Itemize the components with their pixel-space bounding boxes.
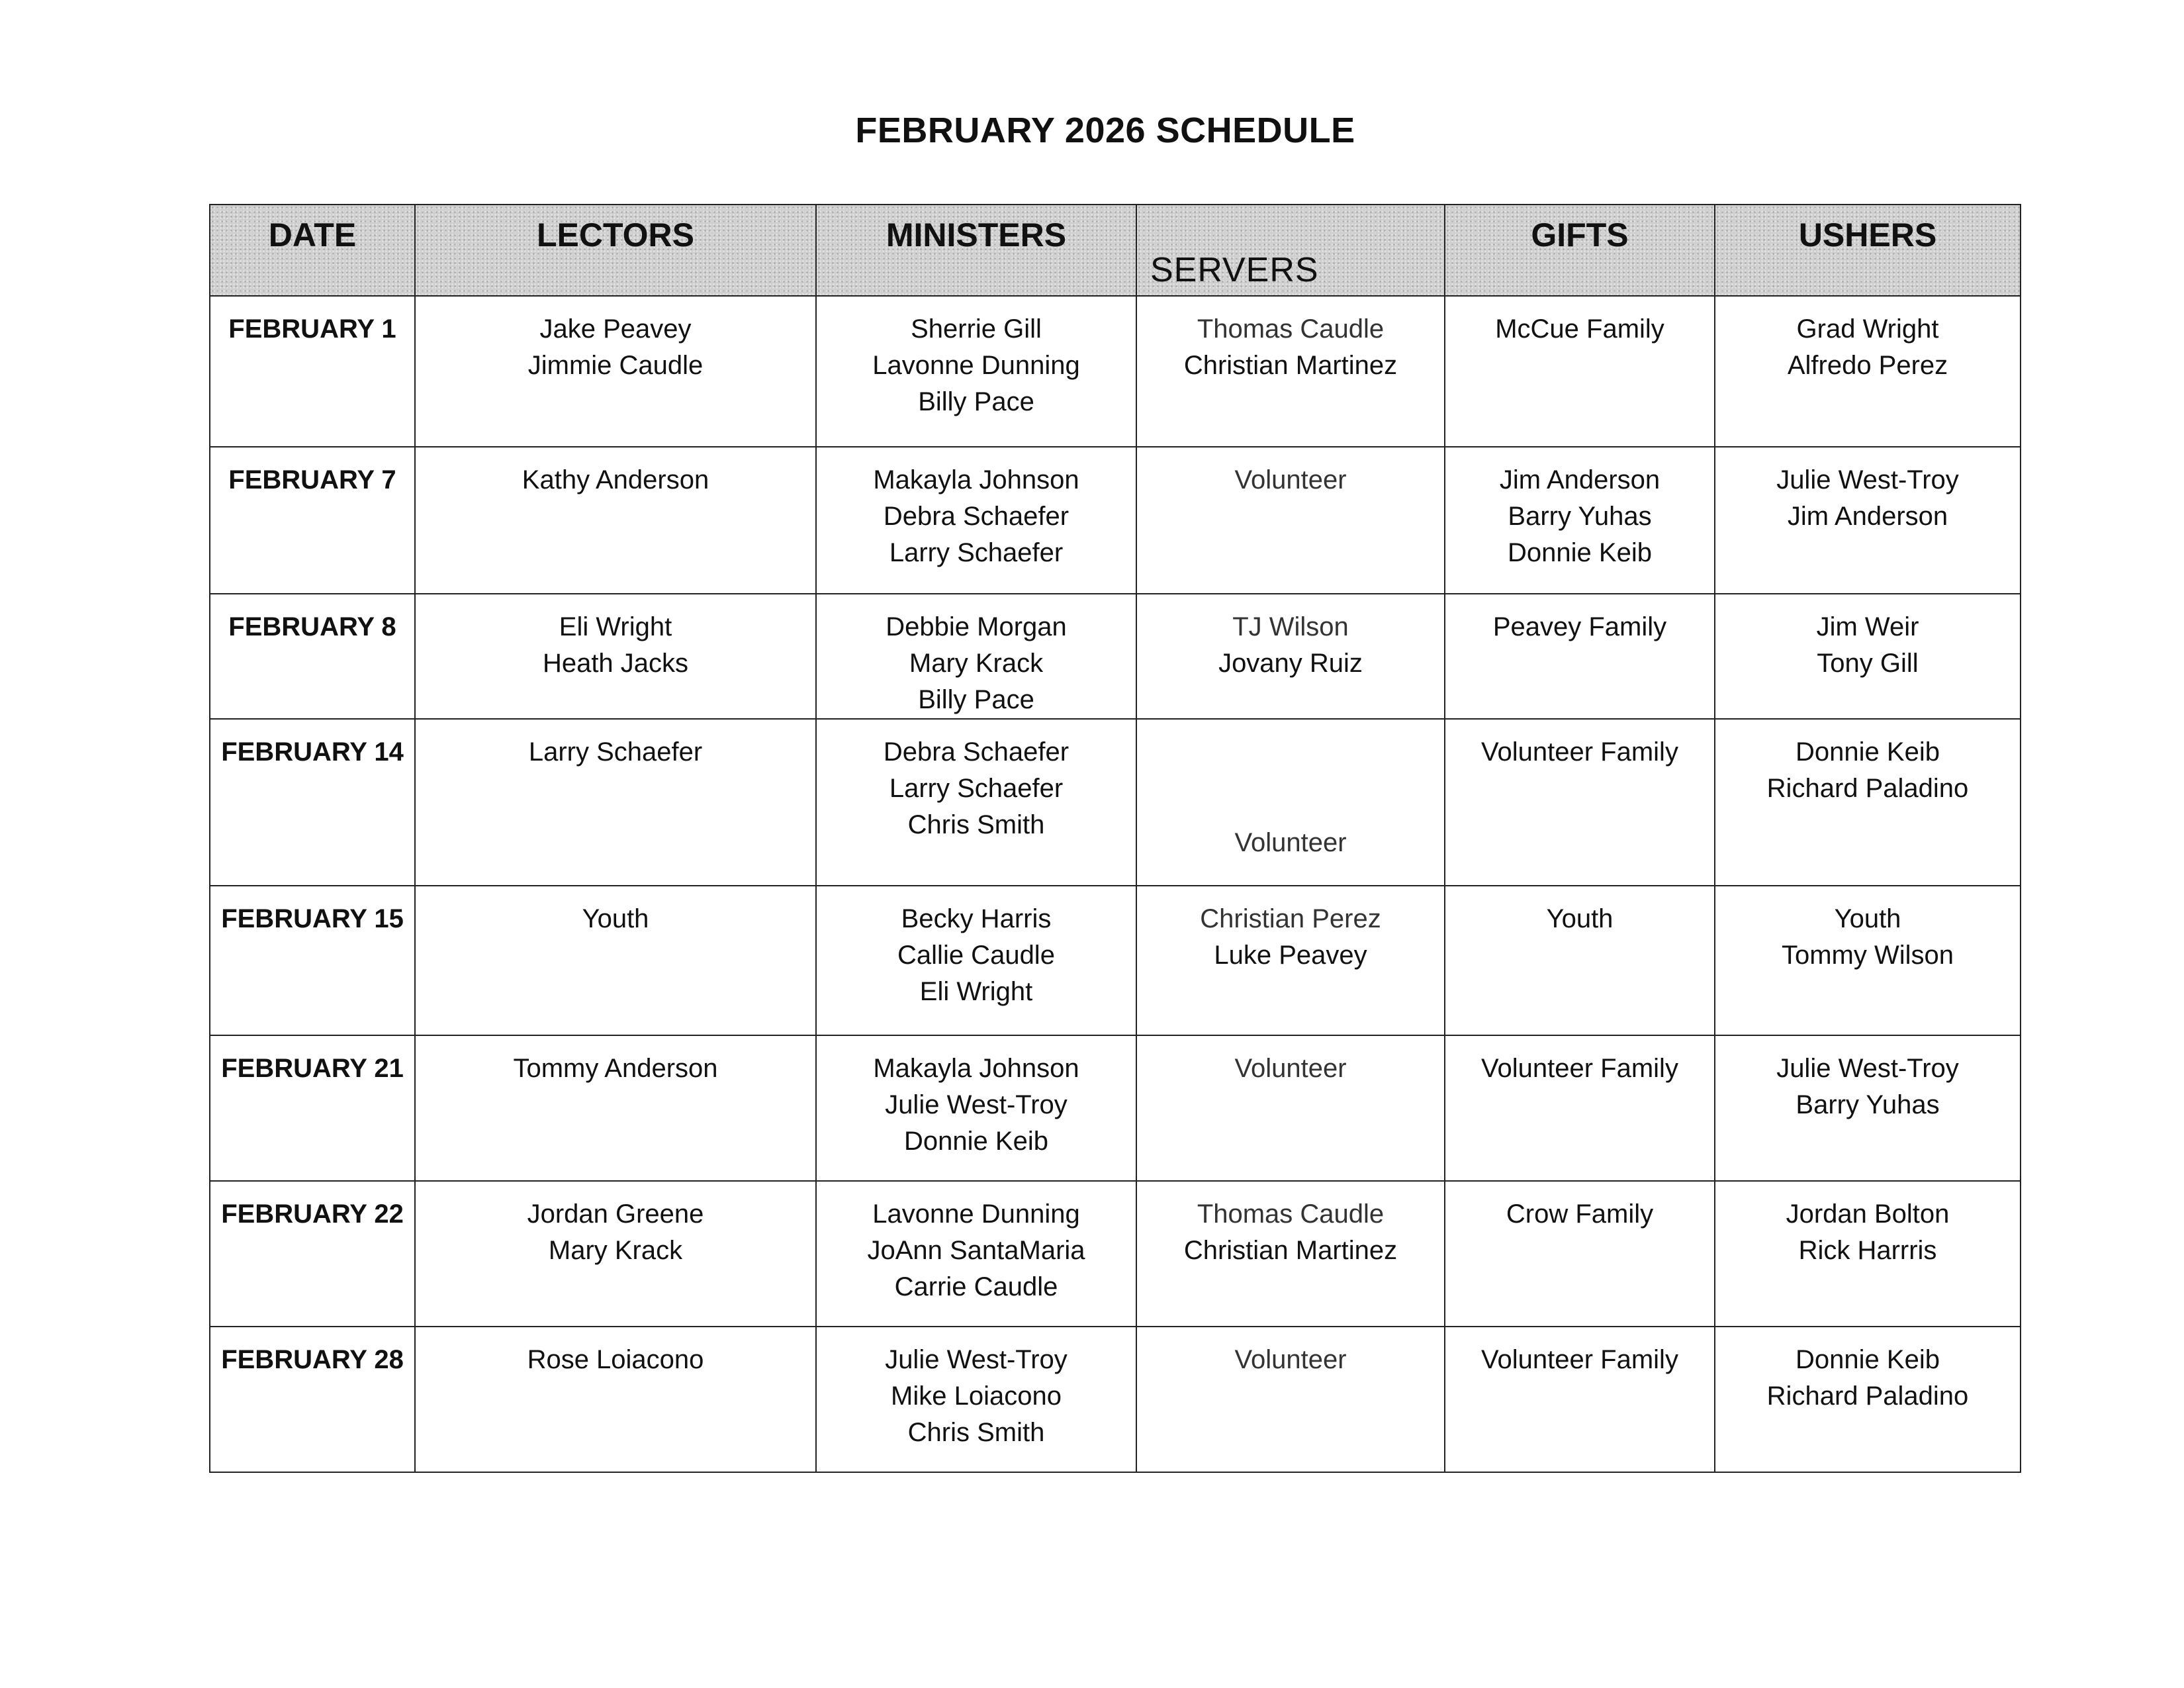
- ministers-name: Lavonne Dunning: [872, 1199, 1080, 1229]
- ministers-cell: [816, 1181, 1136, 1327]
- ushers-name: Tony Gill: [1817, 649, 1919, 678]
- ministers-cell: [816, 886, 1136, 1035]
- ministers-cell: [816, 719, 1136, 886]
- ministers-name: Makayla Johnson: [873, 465, 1079, 494]
- servers-name: Jovany Ruiz: [1218, 649, 1363, 678]
- gifts-cell: [1445, 594, 1715, 719]
- gifts-cell: [1445, 1181, 1715, 1327]
- header-gifts: GIFTS: [1445, 205, 1715, 296]
- servers-name: Christian Perez: [1200, 904, 1381, 933]
- schedule-row: [210, 594, 2021, 719]
- gifts-name: Donnie Keib: [1508, 538, 1652, 567]
- schedule-table: [209, 204, 2021, 1473]
- servers-name: Thomas Caudle: [1197, 314, 1385, 344]
- date-cell: FEBRUARY 28: [210, 1327, 415, 1472]
- ushers-name: Jim Weir: [1816, 612, 1919, 641]
- lectors-name: Mary Krack: [548, 1236, 683, 1265]
- lectors-name: Heath Jacks: [542, 649, 689, 678]
- ministers-name: Chris Smith: [907, 1418, 1045, 1447]
- servers-cell: [1136, 719, 1445, 886]
- ministers-name: Larry Schaefer: [889, 774, 1064, 803]
- ushers-cell: [1715, 296, 2021, 447]
- schedule-body: [210, 296, 2021, 1472]
- ushers-name: Richard Paladino: [1766, 774, 1969, 803]
- ministers-name: Mary Krack: [909, 649, 1044, 678]
- lectors-name: Jordan Greene: [527, 1199, 704, 1229]
- servers-cell: [1136, 886, 1445, 1035]
- header-lectors: LECTORS: [415, 205, 816, 296]
- lectors-name: Eli Wright: [559, 612, 672, 641]
- lectors-name: Larry Schaefer: [528, 737, 703, 767]
- lectors-cell: [415, 447, 816, 594]
- ushers-name: Rick Harrris: [1798, 1236, 1937, 1265]
- gifts-cell: [1445, 886, 1715, 1035]
- lectors-name: Tommy Anderson: [513, 1054, 718, 1083]
- ushers-cell: [1715, 594, 2021, 719]
- ministers-name: Debra Schaefer: [883, 737, 1069, 767]
- schedule-row: [210, 886, 2021, 1035]
- gifts-name: Barry Yuhas: [1508, 502, 1652, 531]
- ushers-name: Tommy Wilson: [1781, 941, 1954, 970]
- ushers-cell: [1715, 1181, 2021, 1327]
- gifts-name: McCue Family: [1495, 314, 1664, 344]
- ministers-name: Carrie Caudle: [894, 1272, 1058, 1301]
- ushers-name: Alfredo Perez: [1787, 351, 1948, 380]
- servers-name: TJ Wilson: [1232, 612, 1349, 641]
- ministers-name: Eli Wright: [919, 977, 1033, 1006]
- date-cell: FEBRUARY 7: [210, 447, 415, 594]
- gifts-cell: [1445, 1327, 1715, 1472]
- lectors-cell: [415, 1035, 816, 1181]
- ministers-cell: [816, 296, 1136, 447]
- ministers-name: Debra Schaefer: [883, 502, 1069, 531]
- ushers-name: Grad Wright: [1796, 314, 1939, 344]
- header-date: DATE: [210, 205, 415, 296]
- ministers-name: Chris Smith: [907, 810, 1045, 839]
- lectors-cell: [415, 296, 816, 447]
- ministers-name: Sherrie Gill: [911, 314, 1042, 344]
- gifts-cell: [1445, 296, 1715, 447]
- date-cell: FEBRUARY 14: [210, 719, 415, 886]
- schedule-row: [210, 447, 2021, 594]
- date-cell: FEBRUARY 21: [210, 1035, 415, 1181]
- ushers-cell: [1715, 1327, 2021, 1472]
- servers-name: Thomas Caudle: [1197, 1199, 1385, 1229]
- servers-cell: [1136, 1327, 1445, 1472]
- servers-cell: [1136, 1181, 1445, 1327]
- ministers-name: Becky Harris: [901, 904, 1052, 933]
- lectors-name: Youth: [582, 904, 649, 933]
- ushers-name: Julie West-Troy: [1776, 465, 1959, 494]
- ministers-cell: [816, 447, 1136, 594]
- ushers-name: Donnie Keib: [1796, 737, 1940, 767]
- lectors-name: Jimmie Caudle: [527, 351, 704, 380]
- servers-name: Volunteer: [1234, 1345, 1347, 1374]
- ushers-cell: [1715, 719, 2021, 886]
- ministers-name: Debbie Morgan: [886, 612, 1067, 641]
- date-cell: FEBRUARY 15: [210, 886, 415, 1035]
- servers-cell: [1136, 1035, 1445, 1181]
- ushers-name: Julie West-Troy: [1776, 1054, 1959, 1083]
- servers-name: Christian Martinez: [1183, 1236, 1398, 1265]
- schedule-row: [210, 1181, 2021, 1327]
- servers-cell: [1136, 447, 1445, 594]
- lectors-name: Rose Loiacono: [527, 1345, 704, 1374]
- header-servers: SERVERS: [1136, 205, 1445, 296]
- servers-name: Volunteer: [1234, 828, 1347, 857]
- ushers-name: Youth: [1834, 904, 1901, 933]
- ushers-name: Barry Yuhas: [1796, 1090, 1940, 1119]
- schedule-row: [210, 1327, 2021, 1472]
- gifts-name: Volunteer Family: [1481, 1345, 1678, 1374]
- ministers-name: Billy Pace: [918, 387, 1034, 416]
- ushers-name: Jordan Bolton: [1786, 1199, 1950, 1229]
- schedule-row: [210, 296, 2021, 447]
- date-cell: FEBRUARY 1: [210, 296, 415, 447]
- ministers-cell: [816, 1327, 1136, 1472]
- ministers-name: Lavonne Dunning: [872, 351, 1080, 380]
- ushers-cell: [1715, 886, 2021, 1035]
- ushers-cell: [1715, 447, 2021, 594]
- lectors-name: Kathy Anderson: [522, 465, 709, 494]
- servers-cell: [1136, 594, 1445, 719]
- schedule-row: [210, 719, 2021, 886]
- ministers-cell: [816, 594, 1136, 719]
- ministers-name: Julie West-Troy: [885, 1345, 1068, 1374]
- ministers-name: Julie West-Troy: [885, 1090, 1068, 1119]
- gifts-cell: [1445, 1035, 1715, 1181]
- ministers-name: JoAnn SantaMaria: [867, 1236, 1085, 1265]
- gifts-cell: [1445, 719, 1715, 886]
- lectors-cell: [415, 594, 816, 719]
- servers-name: Christian Martinez: [1183, 351, 1398, 380]
- gifts-name: Volunteer Family: [1481, 1054, 1678, 1083]
- servers-name: Volunteer: [1234, 465, 1347, 494]
- date-cell: FEBRUARY 8: [210, 594, 415, 719]
- page-title: FEBRUARY 2026 SCHEDULE: [855, 111, 1355, 150]
- header-ushers: USHERS: [1715, 205, 2021, 296]
- ministers-cell: [816, 1035, 1136, 1181]
- header-ministers: MINISTERS: [816, 205, 1136, 296]
- lectors-cell: [415, 1327, 816, 1472]
- gifts-name: Volunteer Family: [1481, 737, 1678, 767]
- lectors-cell: [415, 1181, 816, 1327]
- ministers-name: Donnie Keib: [904, 1127, 1048, 1156]
- ministers-name: Billy Pace: [918, 685, 1034, 714]
- date-cell: FEBRUARY 22: [210, 1181, 415, 1327]
- gifts-name: Youth: [1546, 904, 1614, 933]
- ushers-name: Richard Paladino: [1766, 1382, 1969, 1411]
- ushers-name: Jim Anderson: [1787, 502, 1948, 531]
- ministers-name: Callie Caudle: [897, 941, 1055, 970]
- ministers-name: Mike Loiacono: [891, 1382, 1062, 1411]
- lectors-cell: [415, 719, 816, 886]
- lectors-name: Jake Peavey: [539, 314, 692, 344]
- ushers-name: Donnie Keib: [1796, 1345, 1940, 1374]
- header-row: [210, 205, 2021, 296]
- lectors-cell: [415, 886, 816, 1035]
- servers-name: Volunteer: [1234, 1054, 1347, 1083]
- ministers-name: Larry Schaefer: [889, 538, 1064, 567]
- ushers-cell: [1715, 1035, 2021, 1181]
- schedule-row: [210, 1035, 2021, 1181]
- gifts-name: Peavey Family: [1492, 612, 1667, 641]
- gifts-name: Jim Anderson: [1499, 465, 1661, 494]
- servers-name: Luke Peavey: [1214, 941, 1367, 970]
- gifts-cell: [1445, 447, 1715, 594]
- gifts-name: Crow Family: [1506, 1199, 1654, 1229]
- servers-cell: [1136, 296, 1445, 447]
- ministers-name: Makayla Johnson: [873, 1054, 1079, 1083]
